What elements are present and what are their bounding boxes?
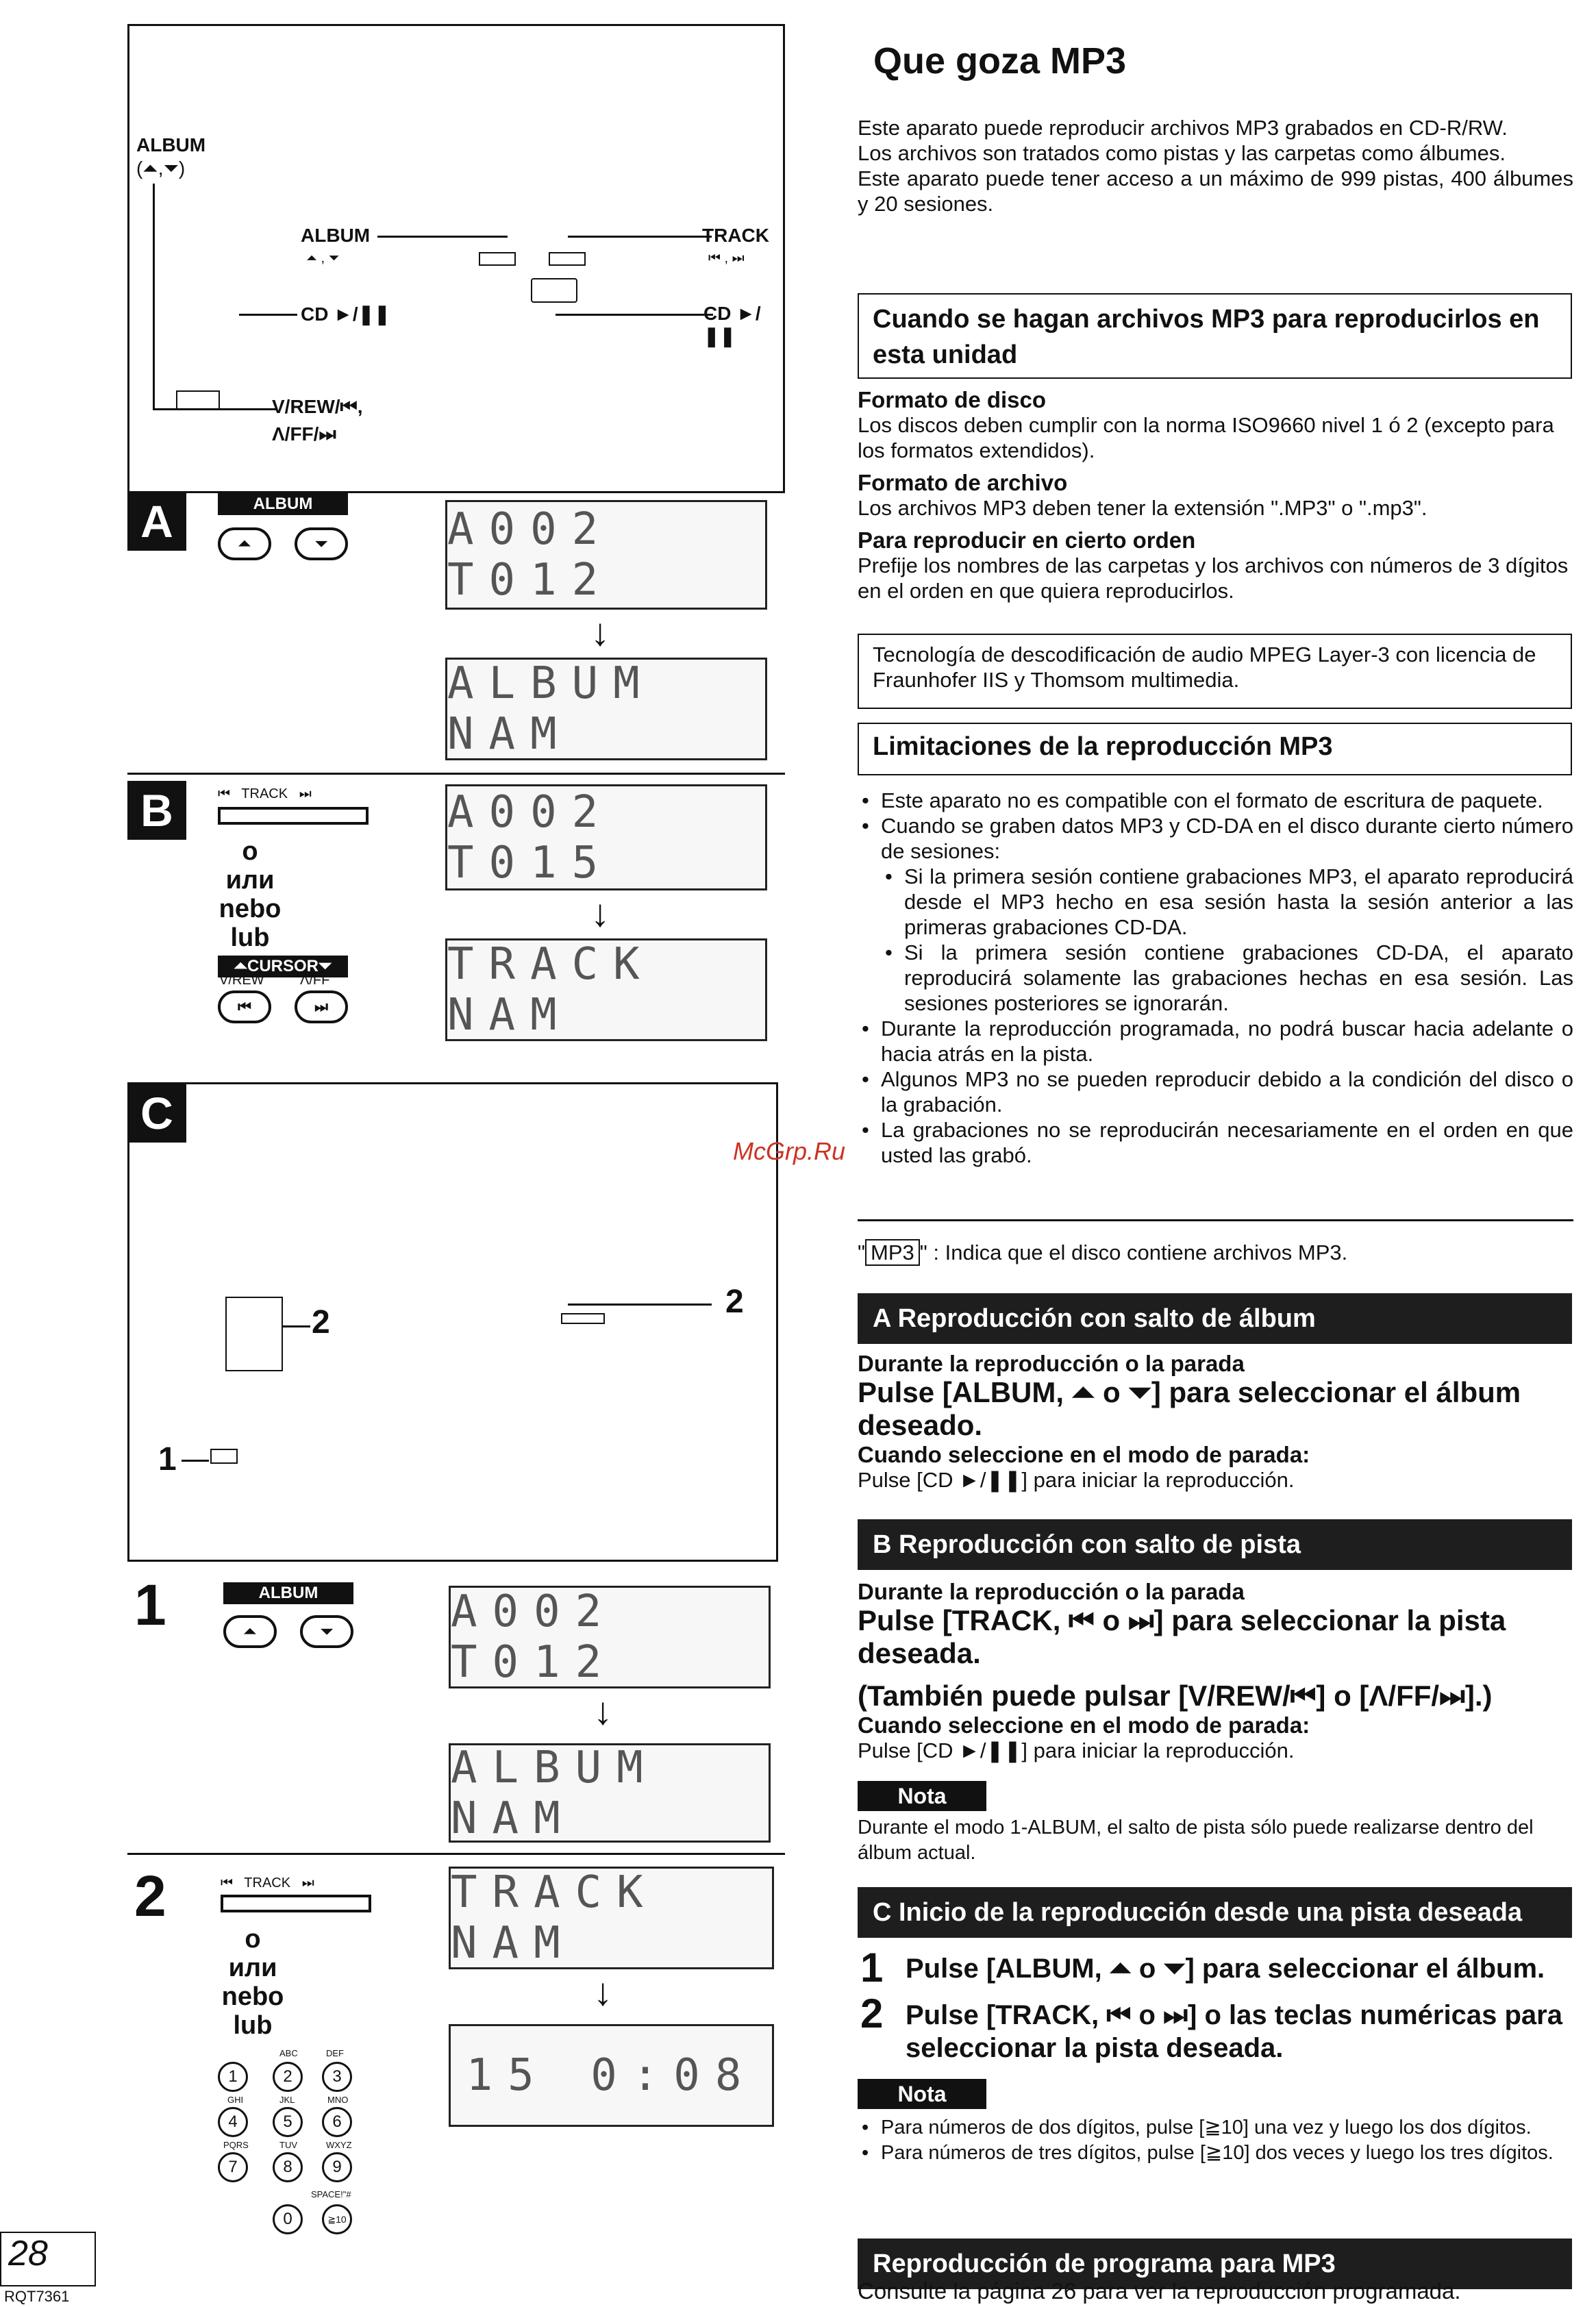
- cd-right-leader: [556, 314, 713, 316]
- page-code: RQT7361: [4, 2288, 70, 2305]
- section-b-display-2: TRACK NAM: [445, 938, 767, 1041]
- overview-diagram: [127, 24, 785, 493]
- section-a-display-2: ALBUM NAM: [445, 658, 767, 760]
- section-a-display-1: A002 T012: [445, 500, 767, 610]
- key-5[interactable]: 5: [273, 2107, 303, 2137]
- callout-1: 1: [158, 1441, 177, 1477]
- section-b-arrow: ↓: [590, 891, 610, 934]
- step2-track-button[interactable]: [221, 1895, 371, 1912]
- rew-label: V/REW/⏮,: [272, 396, 363, 417]
- cursor-bar: ⏶CURSOR⏷: [218, 956, 348, 977]
- c-step1-number: 1: [860, 1945, 884, 1991]
- section-b-nota-text: Durante el modo 1-ALBUM, el salto de pista sólo puede realizarse dentro del álbum actual.: [858, 1817, 1534, 1864]
- key-1[interactable]: 1: [218, 2062, 248, 2092]
- callout-2-right-leader: [568, 1304, 712, 1306]
- section-a-bar: A Reproducción con salto de álbum: [858, 1293, 1572, 1344]
- cd-right-label: CD ►/❚❚: [703, 303, 761, 347]
- track-leader: [568, 236, 712, 238]
- album-top-symbols: (⏶,⏷): [136, 158, 186, 179]
- cd-left-leader: [239, 314, 297, 316]
- ff-label: Λ/FF/⏭: [272, 423, 336, 445]
- key-2[interactable]: 2: [273, 2062, 303, 2092]
- ff-button[interactable]: ⏭: [295, 990, 348, 1023]
- album-button-shape: [479, 252, 516, 266]
- section-b-or-words: o или nebo lub: [219, 837, 282, 952]
- section-a-marker: A: [127, 492, 186, 551]
- step2-arrow: ↓: [593, 1970, 612, 2013]
- section-c-diagram: [127, 1082, 778, 1562]
- page-number: 28: [8, 2234, 48, 2273]
- step1-display-2: ALBUM NAM: [449, 1743, 771, 1843]
- page-title: Que goza MP3: [873, 40, 1127, 82]
- step1-album-bar: ALBUM: [223, 1582, 353, 1604]
- key-10-plus[interactable]: ≧10: [322, 2204, 352, 2234]
- cd-button-shape: [531, 278, 577, 303]
- step2-or-words: o или nebo lub: [221, 1925, 284, 2040]
- key-8[interactable]: 8: [273, 2152, 303, 2182]
- section-b-bar: B Reproducción con salto de pista: [858, 1519, 1572, 1570]
- section-b-display-1: A002 T015: [445, 784, 767, 890]
- step2-track-label: ⏮ TRACK ⏭: [221, 1875, 314, 1891]
- key-7[interactable]: 7: [218, 2152, 248, 2182]
- step2-display-2: 15 0:08: [449, 2024, 774, 2127]
- watermark: McGrp.Ru: [733, 1137, 846, 1165]
- mp3-indicator-note: " MP3 " : Indica que el disco contiene archivos MP3.: [858, 1240, 1348, 1264]
- mp3-tag: MP3: [865, 1239, 920, 1266]
- section-b-marker: B: [127, 781, 186, 840]
- callout-2-left: 2: [312, 1304, 330, 1340]
- rew-button[interactable]: ⏮: [218, 990, 271, 1023]
- key-0[interactable]: 0: [273, 2204, 303, 2234]
- c-step2-number: 2: [860, 1991, 884, 2036]
- keypad-shape: [225, 1297, 283, 1371]
- remote-buttons-shape: [176, 390, 220, 410]
- section-c-bar: C Inicio de la reproducción desde una pista deseada: [858, 1887, 1572, 1938]
- step1-album-up-button[interactable]: ⏷: [300, 1615, 353, 1648]
- step2-number: 2: [134, 1864, 166, 1928]
- step1-arrow: ↓: [593, 1689, 612, 1732]
- intro-text: Este aparato puede reproducir archivos MP3 grabados en CD-R/RW. Los archivos son tratados como pistas y las carpetas como álbumes. Este aparato puede tener acceso a un máximo de 999 pistas, 400 álbumes y 20 sesiones.: [858, 116, 1573, 216]
- album-buttons-shape: [210, 1449, 238, 1464]
- rew-leader: [153, 408, 276, 410]
- step1-number: 1: [134, 1573, 166, 1637]
- step1-album-down-button[interactable]: ⏶: [223, 1615, 277, 1648]
- limits-box: Limitaciones de la reproducción MP3: [858, 723, 1572, 775]
- rew-sub-label: V/REW: [219, 973, 264, 988]
- album-label: ALBUM: [301, 225, 371, 246]
- key-3[interactable]: 3: [322, 2062, 352, 2092]
- album-top-leader: [153, 184, 155, 410]
- step2-display-1: TRACK NAM: [449, 1867, 774, 1969]
- c-step2-text: Pulse [TRACK, ⏮ o ⏭] o las teclas numéricas para seleccionar la pista deseada.: [906, 2000, 1562, 2063]
- formats-block: Formato de disco Los discos deben cumplir con la norma ISO9660 nivel 1 ó 2 (excepto para los formatos extendidos). Formato de archivo Los archivos MP3 deben tener la extensión ".MP3" o ".mp3". Para reproducir en cierto orden Prefije los nombres de las carpetas y los archivos con números de 3 dígitos en el orden en que quiera reproducirlos.: [858, 387, 1569, 603]
- section-a-arrow: ↓: [590, 610, 610, 653]
- album-arrows: ⏶ , ⏷: [306, 251, 340, 266]
- section-b-track-button[interactable]: [218, 807, 369, 825]
- album-top-label: ALBUM: [136, 134, 206, 155]
- divider-a-b: [127, 773, 785, 775]
- limits-list: • Este aparato no es compatible con el formato de escritura de paquete. • Cuando se graben datos MP3 y CD-DA en el disco durante cierto número de sesiones: • Si la primera sesión contiene grabaciones MP3, el aparato reproducirá desde el MP3 hecho en esa sesión hasta la sesión anterior a las primeras grabaciones CD-DA. • Si la primera sesión contiene grabaciones CD-DA, el aparato reproducirá solamente las grabaciones hechas en esa sesión. Las sesiones posteriores se ignorarán. • Durante la reproducción programada, no podrá buscar hacia adelante o hacia atrás en la pista. • Algunos MP3 no se pueden reproducir debido a la condición del disco o la grabación. • La grabaciones no se reproducirán necesariamente en el orden en que usted las grabó.: [858, 788, 1573, 1168]
- limits-rule: [858, 1219, 1573, 1221]
- key-9[interactable]: 9: [322, 2152, 352, 2182]
- c-step1-text: Pulse [ALBUM, ⏶ o ⏷] para seleccionar el álbum.: [906, 1954, 1545, 1984]
- section-a-album-bar: ALBUM: [218, 493, 348, 515]
- callout-2-left-leader: [282, 1325, 310, 1327]
- section-b-track-label: ⏮ TRACK ⏭: [218, 786, 312, 801]
- files-box: Cuando se hagan archivos MP3 para reproducirlos en esta unidad: [858, 293, 1572, 379]
- callout-2-right: 2: [725, 1284, 744, 1320]
- track-label: TRACK: [702, 225, 769, 246]
- program-text: Consulte la página 26 para ver la reproducción programada.: [858, 2278, 1461, 2304]
- section-a-text: Durante la reproducción o la parada Pulse [ALBUM, ⏶ o ⏷] para seleccionar el álbum deseado. Cuando seleccione en el modo de parada: Pulse [CD ►/❚❚] para iniciar la reproducción.: [858, 1351, 1521, 1492]
- section-b-nota: Nota: [858, 1781, 986, 1811]
- ff-sub-label: Λ/FF: [300, 973, 330, 988]
- album-up-button[interactable]: ⏷: [295, 527, 348, 560]
- divider-1-2: [127, 1853, 785, 1855]
- tech-box: Tecnología de descodificación de audio MPEG Layer-3 con licencia de Fraunhofer IIS y Thomsom multimedia.: [858, 634, 1572, 709]
- track-arrows: ⏮ , ⏭: [708, 251, 745, 266]
- track-button-shape: [549, 252, 586, 266]
- key-4[interactable]: 4: [218, 2107, 248, 2137]
- album-leader: [377, 236, 508, 238]
- section-c-notes: • Para números de dos dígitos, pulse [≧10] una vez y luego los dos dígitos. • Para números de tres dígitos, pulse [≧10] dos veces y luego los tres dígitos.: [858, 2115, 1573, 2166]
- step1-display-1: A002 T012: [449, 1586, 771, 1688]
- album-down-button[interactable]: ⏶: [218, 527, 271, 560]
- button-shape-c: [561, 1313, 605, 1324]
- section-b-text: Durante la reproducción o la parada Pulse [TRACK, ⏮ o ⏭] para seleccionar la pista deseada. (También puede pulsar [V/REW/⏮] o [Λ/FF/⏭].) Cuando seleccione en el modo de parada: Pulse [CD ►/❚❚] para iniciar la reproducción.: [858, 1579, 1506, 1762]
- section-c-marker: C: [127, 1084, 186, 1143]
- page-number-box: [0, 2232, 96, 2286]
- section-c-nota: Nota: [858, 2079, 986, 2109]
- key-6[interactable]: 6: [322, 2107, 352, 2137]
- cd-left-label: CD ►/❚❚: [301, 303, 390, 325]
- program-bar: Reproducción de programa para MP3: [858, 2239, 1572, 2289]
- callout-1-leader: [182, 1460, 209, 1462]
